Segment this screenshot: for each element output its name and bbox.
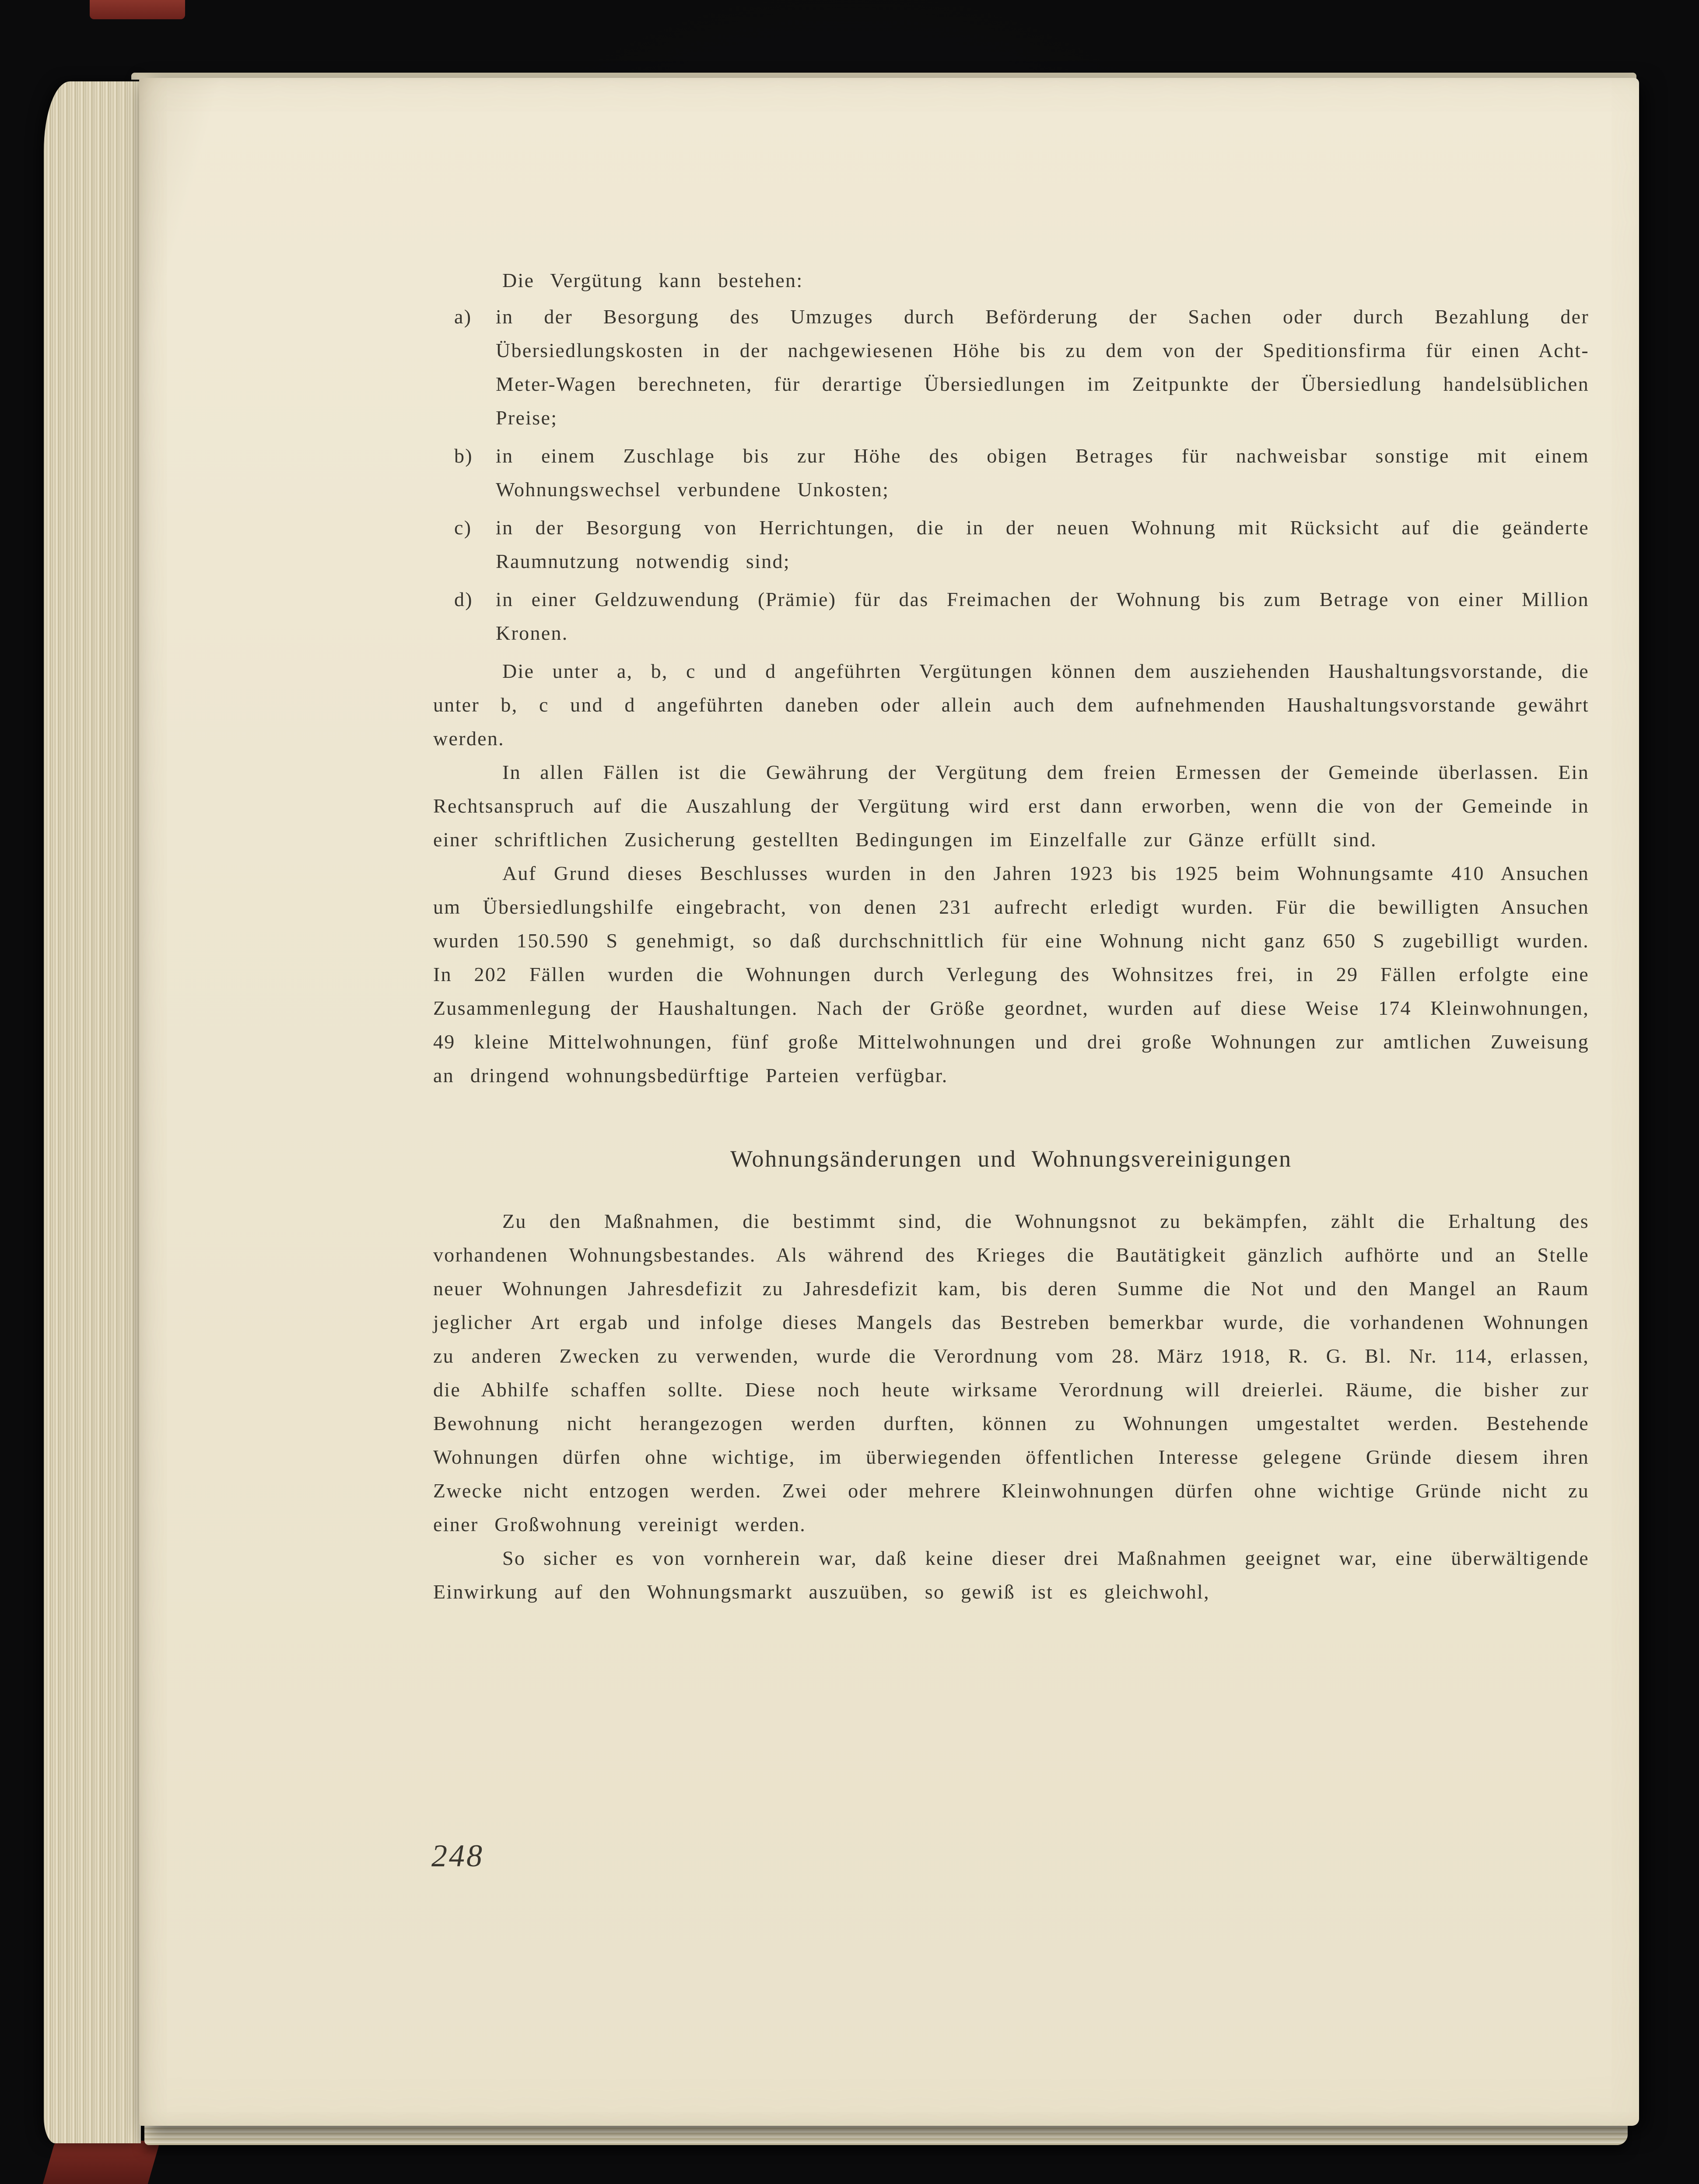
page-stack-left-edges: [44, 81, 141, 2143]
list-marker-b: b): [454, 445, 473, 467]
list-item-b-text: in einem Zuschlage bis zur Höhe des obigen Betrages für nachweisbar sonstige mit einem Wohnungswechsel verbundene Unkosten;: [496, 445, 1589, 501]
list-item-d-text: in einer Geldzuwendung (Prämie) für das Freimachen der Wohnung bis zum Betrage von einer Million Kronen.: [496, 588, 1589, 644]
list-item-a: [433, 300, 1589, 435]
section-heading: Wohnungsänderungen und Wohnungsvereinigungen: [730, 1146, 1292, 1172]
book-page: [139, 78, 1639, 2126]
list-marker-c: c): [454, 516, 472, 539]
page-stack-bottom-edges: [144, 2125, 1628, 2145]
list-item-c-text: in der Besorgung von Herrichtungen, die in der neuen Wohnung mit Rücksicht auf die geänderte Raumnutzung notwendig sind;: [496, 516, 1589, 572]
book-cover-top-edge: [90, 0, 185, 19]
book-cover-bottom-edge: [43, 2141, 160, 2184]
paragraph-5: So sicher es von vornherein war, daß keine dieser drei Maßnahmen geeignet war, eine überwältigende Einwirkung auf den Wohnungsmarkt auszuüben, so gewiß ist es gleichwohl,: [433, 1547, 1589, 1603]
paragraph-2: In allen Fällen ist die Gewährung der Vergütung dem freien Ermessen der Gemeinde überlassen. Ein Rechtsanspruch auf die Auszahlung der Vergütung wird erst dann erworben, wenn die von der Gemeinde in einer schriftlichen Zusicherung gestellten Bedingungen im Einzelfalle zur Gänze erfüllt sind.: [433, 761, 1589, 851]
page-number: 248: [431, 1838, 484, 1873]
list-marker-a: a): [454, 305, 472, 328]
paragraph-1: Die unter a, b, c und d angeführten Vergütungen können dem ausziehenden Haushaltungsvorstande, die unter b, c und d angeführten daneben oder allein auch dem aufnehmenden Haushaltungsvorstande gewährt werden.: [433, 660, 1589, 750]
list-item-a-text: in der Besorgung des Umzuges durch Beförderung der Sachen oder durch Bezahlung der Übersiedlungskosten in der nachgewiesenen Höhe bis zu dem von der Speditionsfirma für einen Acht-Meter-Wagen berechneten, für derartige Übersiedlungen im Zeitpunkte der Übersiedlung handelsüblichen Preise;: [496, 305, 1589, 429]
list-item-c: [433, 511, 1589, 578]
list-item-b: [433, 439, 1589, 506]
intro-line: Die Vergütung kann bestehen:: [502, 269, 803, 291]
list-item-d: [433, 582, 1589, 650]
list-marker-d: d): [454, 588, 473, 610]
page-text-block: [433, 263, 1589, 1609]
paragraph-4: Zu den Maßnahmen, die bestimmt sind, die Wohnungsnot zu bekämpfen, zählt die Erhaltung des vorhandenen Wohnungsbestandes. Als während des Krieges die Bautätigkeit gänzlich aufhörte und an Stelle neuer Wohnungen Jahresdefizit zu Jahresdefizit kam, bis deren Summe die Not und den Mangel an Raum jeglicher Art ergab und infolge dieses Mangels das Bestreben bemerkbar wurde, die vorhandenen Wohnungen zu anderen Zwecken zu verwenden, wurde die Verordnung vom 28. März 1918, R. G. Bl. Nr. 114, erlassen, die Abhilfe schaffen sollte. Diese noch heute wirksame Verordnung will dreierlei. Räume, die bisher zur Bewohnung nicht herangezogen werden durften, können zu Wohnungen umgestaltet werden. Bestehende Wohnungen dürfen ohne wichtige, im überwiegenden öffentlichen Interesse gelegene Gründe diesem ihren Zwecke nicht entzogen werden. Zwei oder mehrere Kleinwohnungen dürfen ohne wichtige Gründe nicht zu einer Großwohnung vereinigt werden.: [433, 1210, 1589, 1535]
paragraph-3: Auf Grund dieses Beschlusses wurden in den Jahren 1923 bis 1925 beim Wohnungsamte 410 Ansuchen um Übersiedlungshilfe eingebracht, von denen 231 aufrecht erledigt wurden. Für die bewilligten Ansuchen wurden 150.590 S genehmigt, so daß durchschnittlich für eine Wohnung nicht ganz 650 S zugebilligt wurden. In 202 Fällen wurden die Wohnungen durch Verlegung des Wohnsitzes frei, in 29 Fällen erfolgte eine Zusammenlegung der Haushaltungen. Nach der Größe geordnet, wurden auf diese Weise 174 Kleinwohnungen, 49 kleine Mittelwohnungen, fünf große Mittelwohnungen und drei große Wohnungen zur amtlichen Zuweisung an dringend wohnungsbedürftige Parteien verfügbar.: [433, 862, 1589, 1087]
